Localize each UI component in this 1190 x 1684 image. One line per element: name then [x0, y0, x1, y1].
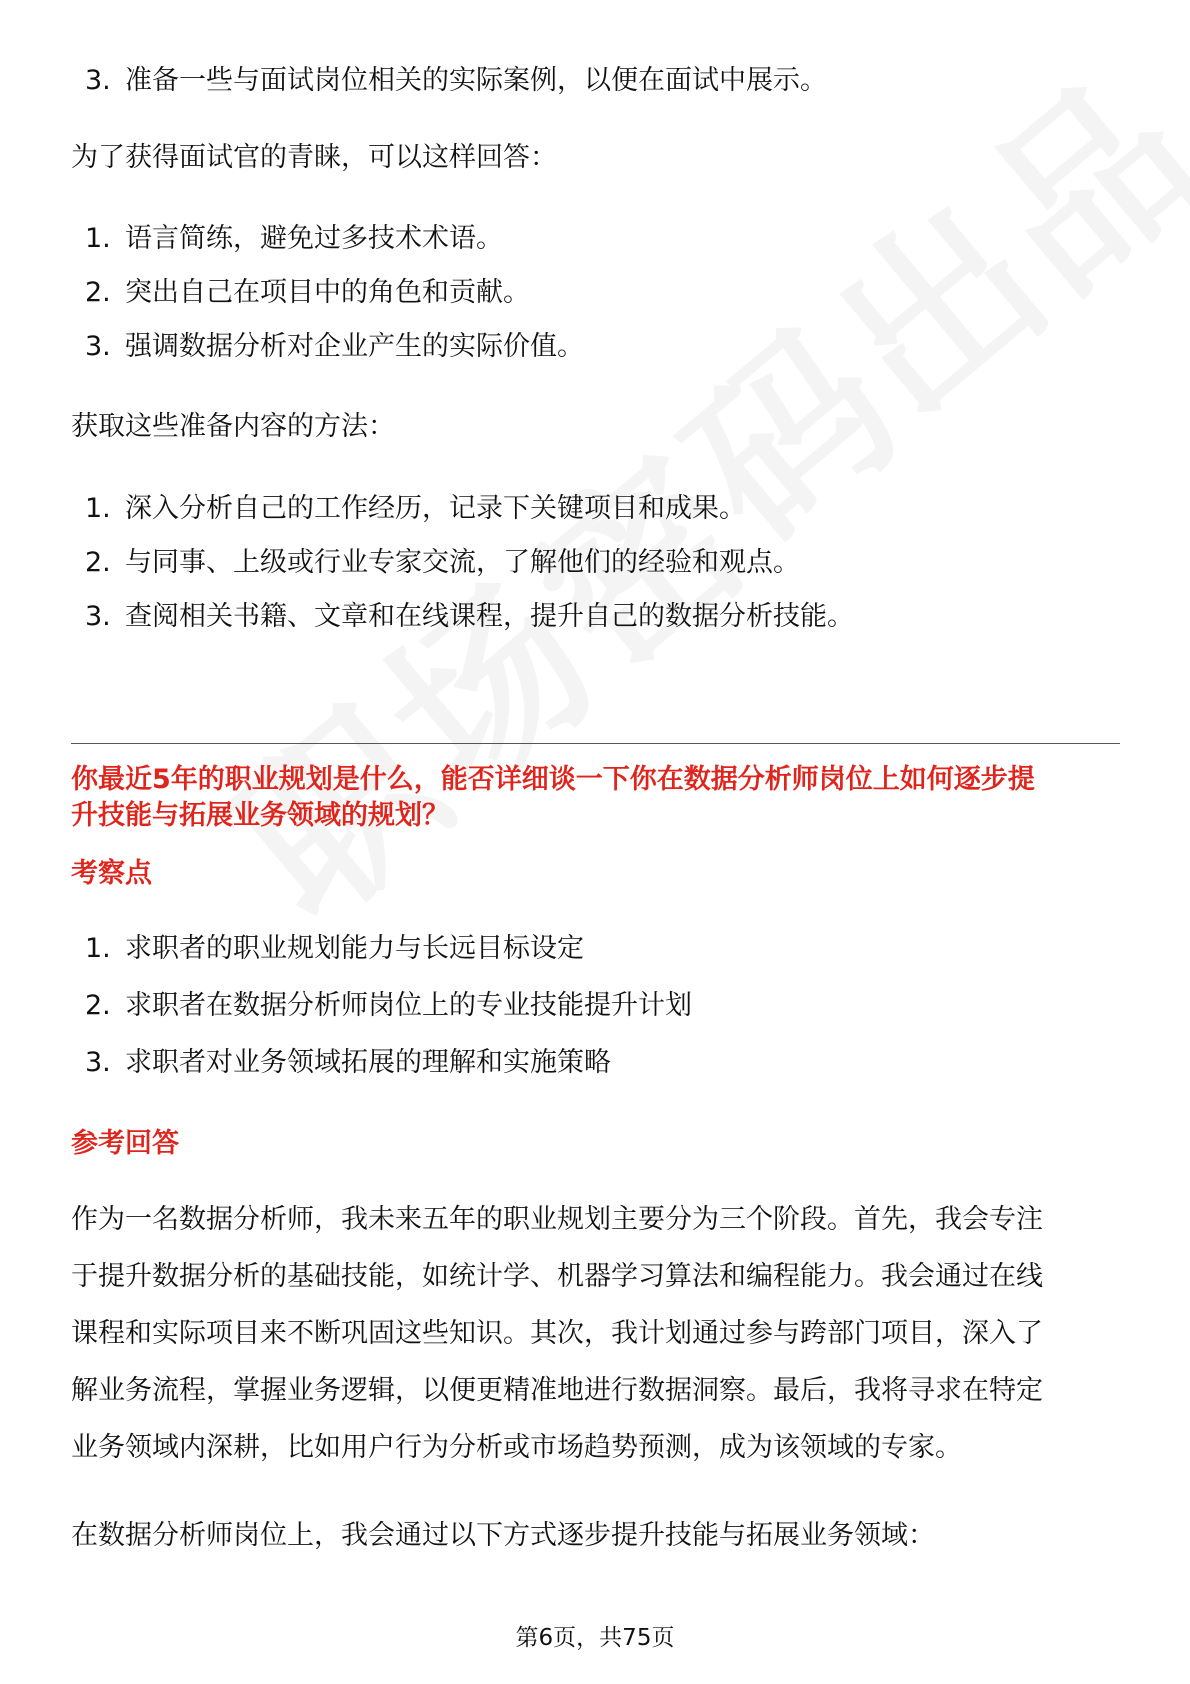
- paragraph-line: 于提升数据分析的基础技能，如统计学、机器学习算法和编程能力。我会通过在线: [71, 1261, 1043, 1292]
- paragraph-line: 作为一名数据分析师，我未来五年的职业规划主要分为三个阶段。首先，我会专注: [71, 1204, 1043, 1235]
- list-item-text: 强调数据分析对企业产生的实际价值。: [125, 331, 584, 362]
- paragraph-line: 课程和实际项目来不断巩固这些知识。其次，我计划通过参与跨部门项目，深入了: [71, 1318, 1043, 1349]
- list-item-number: 2.: [85, 547, 111, 578]
- list-item: [0, 930, 1190, 968]
- list-item-number: 1.: [85, 493, 111, 524]
- question-title: [71, 762, 1116, 834]
- list-item-number: 2.: [85, 277, 111, 308]
- list-item-number: 3.: [85, 331, 111, 362]
- list-item-number: 1.: [85, 223, 111, 254]
- list-item-number: 2.: [85, 990, 111, 1021]
- list-item: [0, 598, 1190, 636]
- reference-answer-heading: 参考回答: [71, 1128, 179, 1159]
- list-item: [0, 1044, 1190, 1082]
- list-item-number: 3.: [85, 601, 111, 632]
- question-title-line: 你最近5年的职业规划是什么，能否详细谈一下你在数据分析师岗位上如何逐步提: [71, 764, 1035, 795]
- reference-answer-paragraph: [71, 1191, 1121, 1476]
- list-item: [0, 490, 1190, 528]
- page-number-footer: 第6页，共75页: [515, 1625, 675, 1651]
- list-item-text: 求职者在数据分析师岗位上的专业技能提升计划: [125, 990, 692, 1021]
- paragraph-line: 解业务流程，掌握业务逻辑，以便更精准地进行数据洞察。最后，我将寻求在特定: [71, 1375, 1043, 1406]
- question-title-line: 升技能与拓展业务领域的规划？: [71, 800, 449, 831]
- key-points-heading: 考察点: [71, 858, 152, 889]
- section-divider: [71, 743, 1120, 744]
- list-item: [0, 987, 1190, 1025]
- list-item: [0, 62, 1190, 100]
- list-item-text: 语言简练，避免过多技术术语。: [125, 223, 503, 254]
- list-item-text: 查阅相关书籍、文章和在线课程，提升自己的数据分析技能。: [125, 601, 854, 632]
- list-item-text: 突出自己在项目中的角色和贡献。: [125, 277, 530, 308]
- list-item: [0, 544, 1190, 582]
- reference-answer-paragraph-2: 在数据分析师岗位上，我会通过以下方式逐步提升技能与拓展业务领域：: [71, 1520, 935, 1551]
- list-item-text: 求职者对业务领域拓展的理解和实施策略: [125, 1047, 611, 1078]
- list-item-number: 3.: [85, 1047, 111, 1078]
- list-item-number: 3.: [85, 65, 111, 96]
- list-item-text: 与同事、上级或行业专家交流，了解他们的经验和观点。: [125, 547, 800, 578]
- list-item-text: 准备一些与面试岗位相关的实际案例，以便在面试中展示。: [125, 65, 827, 96]
- list-item: [0, 220, 1190, 258]
- list-item-number: 1.: [85, 933, 111, 964]
- list-item: [0, 274, 1190, 312]
- paragraph-line: 业务领域内深耕，比如用户行为分析或市场趋势预测，成为该领域的专家。: [71, 1432, 962, 1463]
- list-item: [0, 328, 1190, 366]
- prep-methods-heading: 获取这些准备内容的方法：: [71, 411, 395, 442]
- list-item-text: 深入分析自己的工作经历，记录下关键项目和成果。: [125, 493, 746, 524]
- answer-tips-heading: 为了获得面试官的青睐，可以这样回答：: [71, 142, 557, 173]
- list-item-text: 求职者的职业规划能力与长远目标设定: [125, 933, 584, 964]
